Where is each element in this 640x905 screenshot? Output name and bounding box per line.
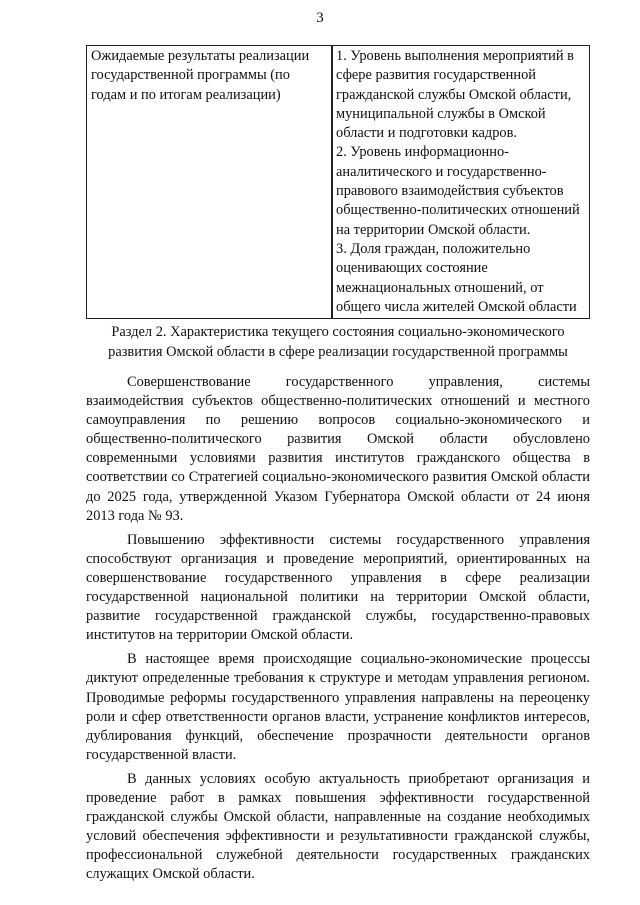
- section-heading: [86, 323, 590, 362]
- paragraph-4: В данных условиях особую актуальность приобретают организация и проведение работ в рамках повышения эффективности государственной гражданской службы Омской области, направленные на создание необходимых условий обеспечения эффективности и результативности гражданской службы, профессиональной служебной деятельности государственных гражданских служащих Омской области.: [86, 770, 590, 883]
- result-item-3: 3. Доля граждан, положительно оценивающих состояние межнациональных отношений, от общего числа жителей Омской области: [336, 240, 577, 315]
- paragraph-1: Совершенствование государственного управления, системы взаимодействия субъектов общественно-политических отношений и местного самоуправления по решению вопросов социально-экономического и общественно-политического развития Омской области обусловлено современными условиями развития институтов гражданского общества в соответствии со Стратегией социально-экономического развития Омской области до 2025 года, утвержденной Указом Губернатора Омской области от 24 июня 2013 года № 93.: [86, 374, 590, 524]
- paragraph-3: В настоящее время происходящие социально-экономические процессы диктуют определенные требования к структуре и методам управления регионом. Проводимые реформы государственного управления направлены на переоценку роли и сфер ответственности органов власти, устранение конфликтов интересов, дублирования функций, обеспечение прозрачности деятельности органов государственной власти.: [86, 651, 590, 763]
- table-row: [87, 46, 590, 319]
- section-body: [86, 373, 590, 889]
- paragraph-2: Повышению эффективности системы государственного управления способствуют организация и проведение мероприятий, ориентированных на совершенствование государственного управления в сфере реализации государственной национальной политики на территории Омской области, развитие государственной гражданской службы, государственно-правовых институтов на территории Омской области.: [86, 531, 590, 644]
- table-value-cell: [332, 46, 590, 319]
- section-heading-line-2: развития Омской области в сфере реализации государственной программы: [108, 343, 568, 360]
- section-heading-line-1: Раздел 2. Характеристика текущего состояния социально-экономического: [111, 324, 565, 340]
- page-number: 3: [316, 10, 324, 26]
- program-results-table: [86, 45, 590, 319]
- result-item-1: 1. Уровень выполнения мероприятий в сфере развития государственной гражданской службы Омской области, муниципальной службы в Омской области и подготовки кадров.: [336, 48, 574, 142]
- table-label-cell: Ожидаемые результаты реализации государственной программы (по годам и по итогам реализации): [87, 46, 333, 319]
- result-item-2: 2. Уровень информационно-аналитического и государственно-правового взаимодействия субъектов общественно-политических отношений на территории Омской области.: [336, 144, 580, 238]
